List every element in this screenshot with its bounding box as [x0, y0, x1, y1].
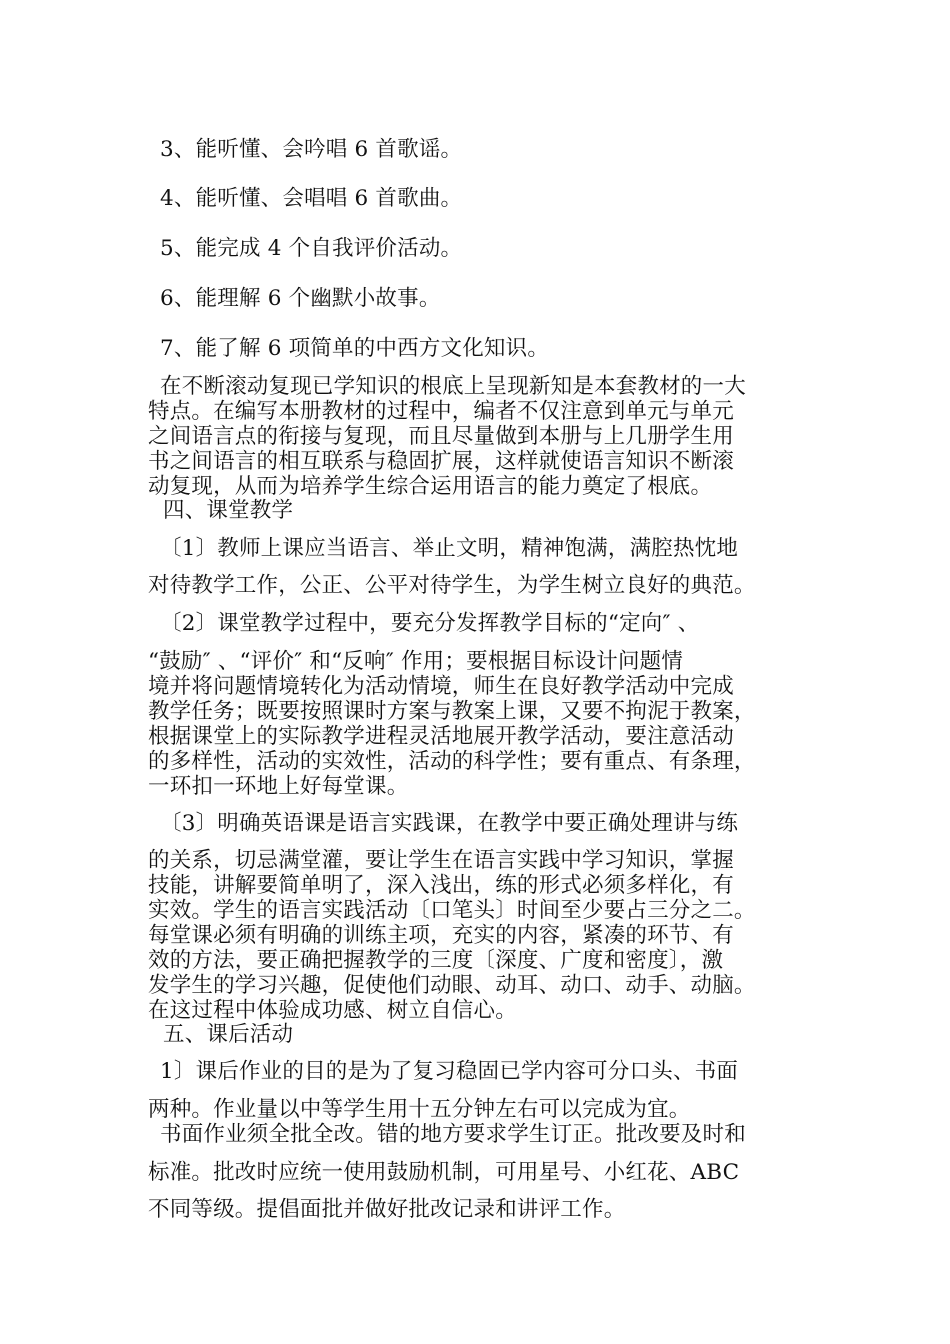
- item2-line-4: 教学任务；既要按照课时方案与教案上课，又要不拘泥于教案，: [148, 699, 756, 724]
- after2-line-1: 书面作业须全批全改。错的地方要求学生订正。批改要及时和: [160, 1122, 746, 1147]
- heading-classroom-teaching: 四、课堂教学: [163, 498, 294, 523]
- after2-line-3: 不同等级。提倡面批并做好批改记录和讲评工作。: [148, 1197, 626, 1222]
- item3-line-3: 技能，讲解要简单明了，深入浅出，练的形式必须多样化，有: [148, 873, 734, 898]
- list-item-5: 5、能完成 4 个自我评价活动。: [160, 236, 463, 261]
- intro-line-2: 特点。在编写本册教材的过程中，编者不仅注意到单元与单元: [148, 399, 734, 424]
- item2-line-1: 〔2〕课堂教学过程中，要充分发挥教学目标的“定向″ 、: [160, 611, 700, 636]
- item3-line-6: 效的方法，要正确把握教学的三度〔深度、广度和密度〕，激: [148, 948, 724, 973]
- item3-line-4: 实效。学生的语言实践活动〔口笔头〕时间至少要占三分之二。: [148, 898, 756, 923]
- intro-line-1: 在不断滚动复现已学知识的根底上呈现新知是本套教材的一大: [160, 374, 746, 399]
- intro-line-4: 书之间语言的相互联系与稳固扩展，这样就使语言知识不断滚: [148, 449, 734, 474]
- list-item-6: 6、能理解 6 个幽默小故事。: [160, 286, 441, 311]
- intro-line-5: 动复现，从而为培养学生综合运用语言的能力奠定了根底。: [148, 474, 713, 499]
- item3-line-1: 〔3〕明确英语课是语言实践课，在教学中要正确处理讲与练: [160, 811, 739, 836]
- list-item-3: 3、能听懂、会吟唱 6 首歌谣。: [160, 137, 463, 162]
- list-item-4: 4、能听懂、会唱唱 6 首歌曲。: [160, 186, 463, 211]
- item1-line-2: 对待教学工作，公正、公平对待学生，为学生树立良好的典范。: [148, 573, 756, 598]
- after1-line-2: 两种。作业量以中等学生用十五分钟左右可以完成为宜。: [148, 1097, 691, 1122]
- item2-line-3: 境并将问题情境转化为活动情境，师生在良好教学活动中完成: [148, 674, 734, 699]
- intro-line-3: 之间语言点的衔接与复现，而且尽量做到本册与上几册学生用: [148, 424, 734, 449]
- list-item-7: 7、能了解 6 项简单的中西方文化知识。: [160, 336, 550, 361]
- item3-line-8: 在这过程中体验成功感、树立自信心。: [148, 998, 517, 1023]
- item2-line-6: 的多样性，活动的实效性，活动的科学性；要有重点、有条理，: [148, 749, 756, 774]
- heading-after-class-activities: 五、课后活动: [163, 1022, 294, 1047]
- item1-line-1: 〔1〕教师上课应当语言、举止文明，精神饱满，满腔热忱地: [160, 536, 739, 561]
- item2-line-7: 一环扣一环地上好每堂课。: [148, 774, 409, 799]
- after2-line-2: 标准。批改时应统一使用鼓励机制，可用星号、小红花、ABC: [148, 1160, 740, 1185]
- item3-line-5: 每堂课必须有明确的训练主项，充实的内容，紧凑的环节、有: [148, 923, 734, 948]
- item2-line-5: 根据课堂上的实际教学进程灵活地展开教学活动，要注意活动: [148, 724, 734, 749]
- item2-line-2: “鼓励″ 、“评价″ 和“反响″ 作用；要根据目标设计问题情: [148, 649, 684, 674]
- item3-line-7: 发学生的学习兴趣，促使他们动眼、动耳、动口、动手、动脑。: [148, 973, 756, 998]
- item3-line-2: 的关系，切忌满堂灌，要让学生在语言实践中学习知识，掌握: [148, 848, 734, 873]
- after1-line-1: 1〕课后作业的目的是为了复习稳固已学内容可分口头、书面: [160, 1059, 739, 1084]
